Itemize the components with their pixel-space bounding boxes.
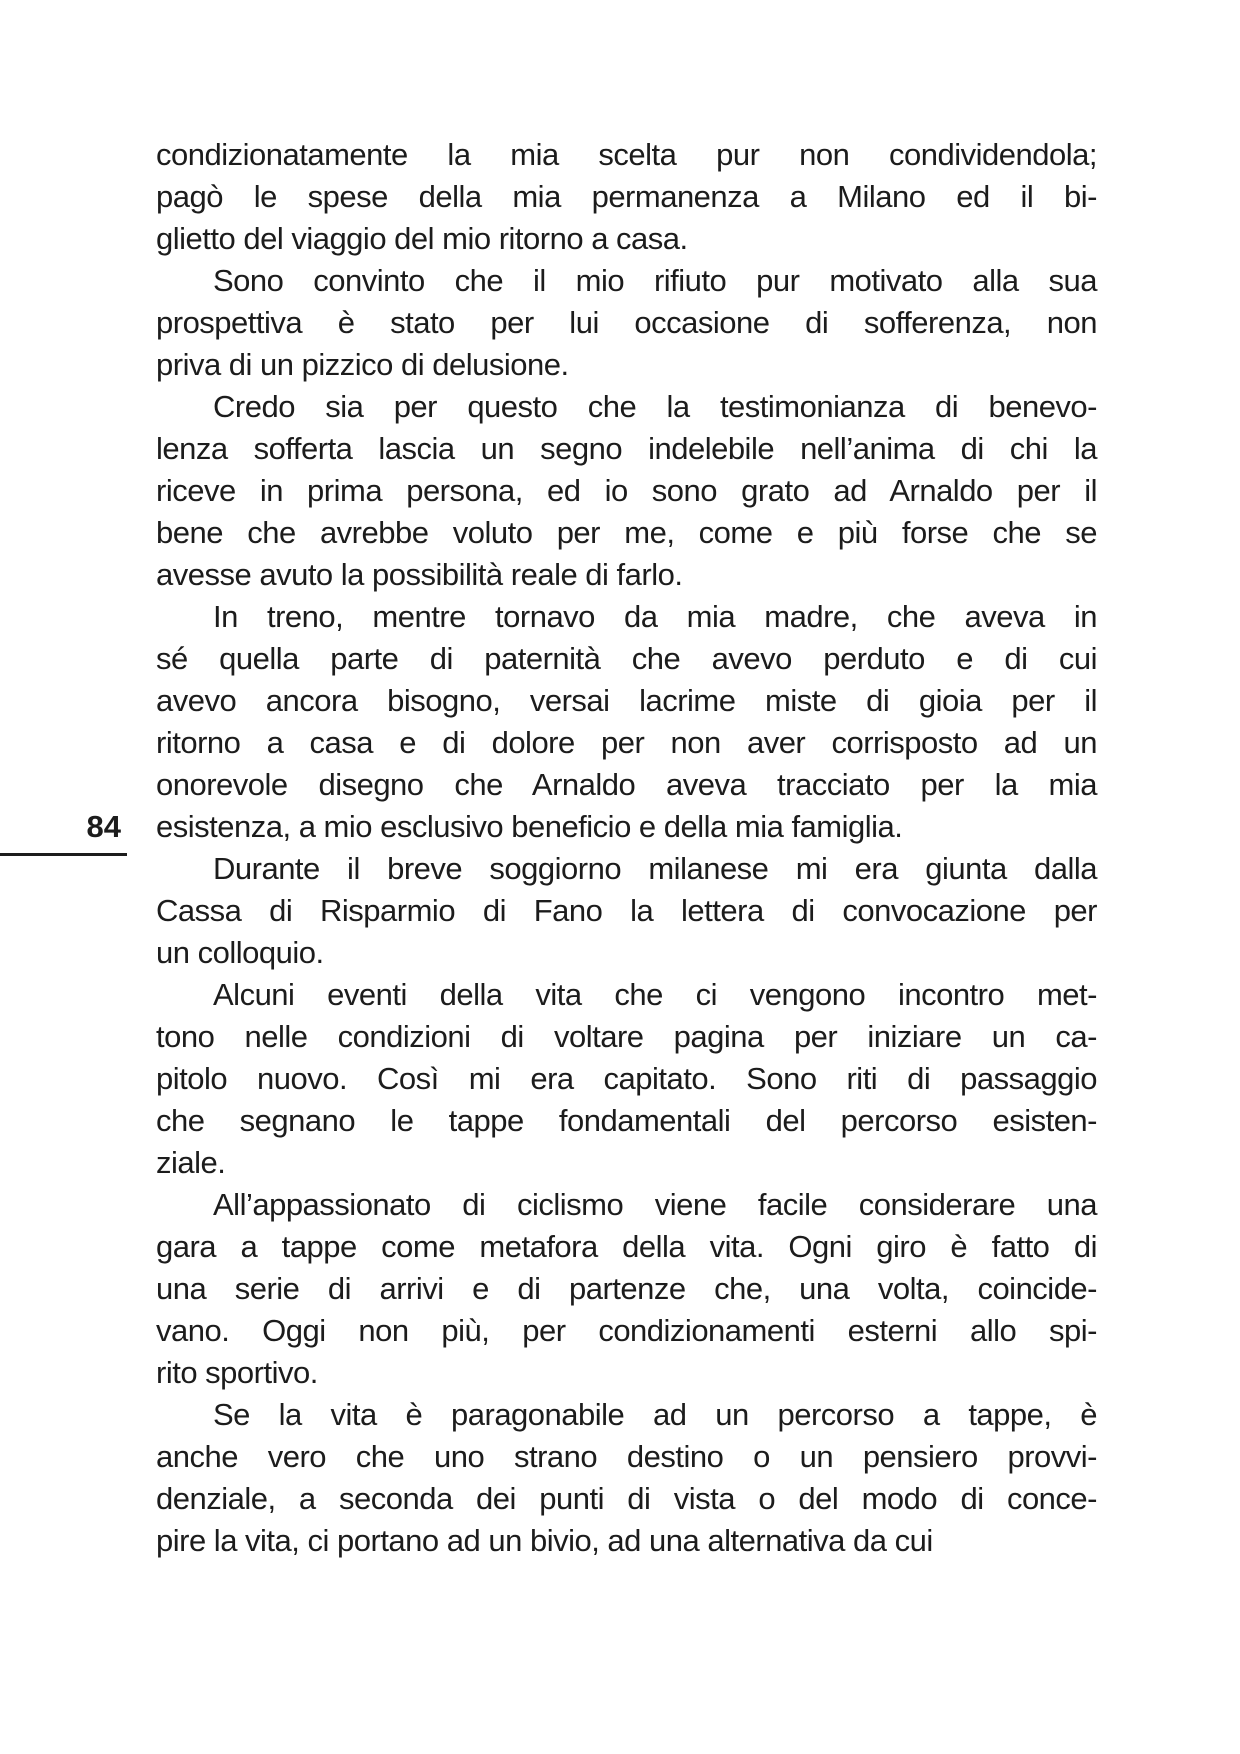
paragraph: [156, 1394, 1097, 1562]
text-line: avevo ancora bisogno, versai lacrime miste di gioia per il: [156, 683, 1097, 718]
page-number: 84: [86, 809, 121, 844]
text-line: Sono convinto che il mio rifiuto pur motivato alla sua: [213, 263, 1097, 298]
paragraph: [156, 260, 1097, 386]
text-line: pire la vita, ci portano ad un bivio, ad una alternativa da cui: [156, 1523, 933, 1558]
text-line: pagò le spese della mia permanenza a Milano ed il bi-: [156, 179, 1097, 214]
margin-rule: [0, 853, 127, 856]
text-line: lenza sofferta lascia un segno indelebile nell’anima di chi la: [156, 431, 1097, 466]
page-number-block: [0, 806, 127, 848]
text-line: In treno, mentre tornavo da mia madre, che aveva in: [213, 599, 1097, 634]
text-line: priva di un pizzico di delusione.: [156, 347, 569, 382]
text-line: condizionatamente la mia scelta pur non condividendola;: [156, 137, 1097, 172]
text-line: vano. Oggi non più, per condizionamenti esterni allo spi-: [156, 1313, 1097, 1348]
paragraph: [156, 1184, 1097, 1394]
text-line: un colloquio.: [156, 935, 324, 970]
text-line: gara a tappe come metafora della vita. Ogni giro è fatto di: [156, 1229, 1097, 1264]
text-line: riceve in prima persona, ed io sono grato ad Arnaldo per il: [156, 473, 1097, 508]
text-line: ziale.: [156, 1145, 226, 1180]
text-line: pitolo nuovo. Così mi era capitato. Sono riti di passaggio: [156, 1061, 1097, 1096]
paragraph: [156, 974, 1097, 1184]
text-line: onorevole disegno che Arnaldo aveva tracciato per la mia: [156, 767, 1097, 802]
text-line: avesse avuto la possibilità reale di farlo.: [156, 557, 683, 592]
paragraph: [156, 134, 1097, 260]
text-line: All’appassionato di ciclismo viene facile considerare una: [213, 1187, 1097, 1222]
text-line: rito sportivo.: [156, 1355, 318, 1390]
text-line: glietto del viaggio del mio ritorno a casa.: [156, 221, 688, 256]
text-line: esistenza, a mio esclusivo beneficio e della mia famiglia.: [156, 809, 903, 844]
text-line: Alcuni eventi della vita che ci vengono incontro met-: [213, 977, 1097, 1012]
text-line: Cassa di Risparmio di Fano la lettera di convocazione per: [156, 893, 1097, 928]
text-line: Credo sia per questo che la testimonianza di benevo-: [213, 389, 1097, 424]
paragraph: [156, 386, 1097, 596]
paragraph: [156, 596, 1097, 848]
text-line: una serie di arrivi e di partenze che, una volta, coincide-: [156, 1271, 1097, 1306]
text-line: Se la vita è paragonabile ad un percorso a tappe, è: [213, 1397, 1097, 1432]
text-line: ritorno a casa e di dolore per non aver corrisposto ad un: [156, 725, 1097, 760]
text-line: che segnano le tappe fondamentali del percorso esisten-: [156, 1103, 1097, 1138]
text-line: bene che avrebbe voluto per me, come e più forse che se: [156, 515, 1097, 550]
text-line: Durante il breve soggiorno milanese mi era giunta dalla: [213, 851, 1097, 886]
text-line: denziale, a seconda dei punti di vista o del modo di conce-: [156, 1481, 1097, 1516]
text-column: [156, 134, 1097, 1562]
text-line: sé quella parte di paternità che avevo perduto e di cui: [156, 641, 1097, 676]
text-line: prospettiva è stato per lui occasione di sofferenza, non: [156, 305, 1097, 340]
text-line: tono nelle condizioni di voltare pagina per iniziare un ca-: [156, 1019, 1097, 1054]
text-line: anche vero che uno strano destino o un pensiero provvi-: [156, 1439, 1097, 1474]
paragraph: [156, 848, 1097, 974]
